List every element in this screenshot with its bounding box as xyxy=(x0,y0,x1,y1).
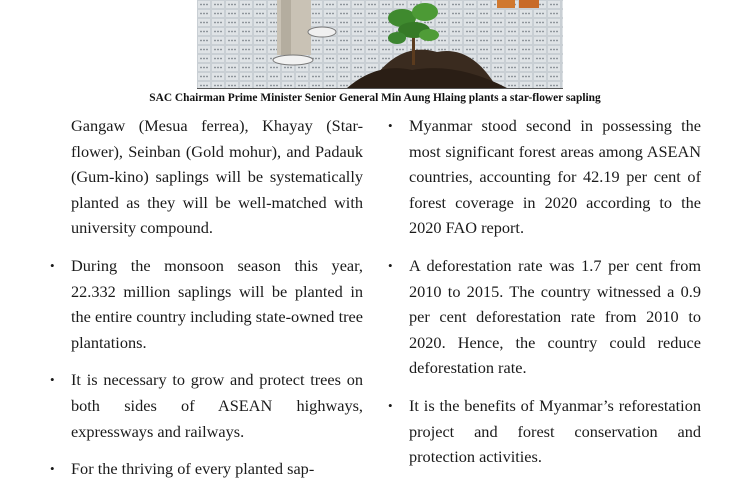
left-column xyxy=(50,113,363,494)
bullet-text: It is necessary to grow and protect trees on both sides of ASEAN highways, expressways and railways. xyxy=(71,370,363,441)
bullet-item xyxy=(388,113,701,241)
bullet-icon: • xyxy=(388,257,393,273)
photo-illustration xyxy=(197,0,563,88)
bullet-icon: • xyxy=(388,397,393,413)
bullet-icon: • xyxy=(50,257,55,273)
bullet-item xyxy=(388,253,701,381)
bullet-text: A deforestation rate was 1.7 per cent from 2010 to 2015. The country witnessed a 0.9 per cent deforestation rate from 2010 to 2020. Hence, the country could reduce deforestation rate. xyxy=(409,255,701,378)
bullet-item xyxy=(50,253,363,355)
bullet-icon: • xyxy=(50,461,55,477)
right-column xyxy=(388,113,701,482)
bullet-item xyxy=(50,367,363,444)
photo-caption: SAC Chairman Prime Minister Senior General Min Aung Hlaing plants a star-flower sapling xyxy=(149,92,601,104)
bullet-icon: • xyxy=(50,372,55,388)
bullet-icon: • xyxy=(388,118,393,133)
bullet-text: It is the benefits of Myanmar’s reforestation project and forest conservation and protection activities. xyxy=(409,395,701,467)
tree-planting-photo xyxy=(197,0,563,89)
bullet-text: Myanmar stood second in possessing the most significant forest areas among ASEAN countries, accounting for 42.19 per cent of forest coverage in 2020 according to the 2020 FAO report. xyxy=(409,116,701,238)
continuation-paragraph: Gangaw (Mesua ferrea), Khayay (Star-flower), Seinban (Gold mohur), and Padauk (Gum-kino) saplings will be systematically planted as they will be well-matched with university compound. xyxy=(71,116,363,238)
bullet-text: During the monsoon season this year, 22.332 million saplings will be planted in the entire country including state-owned tree plantations. xyxy=(71,255,363,352)
bullet-text: For the thriving of every planted sap- xyxy=(71,459,315,479)
bullet-item xyxy=(388,393,701,470)
